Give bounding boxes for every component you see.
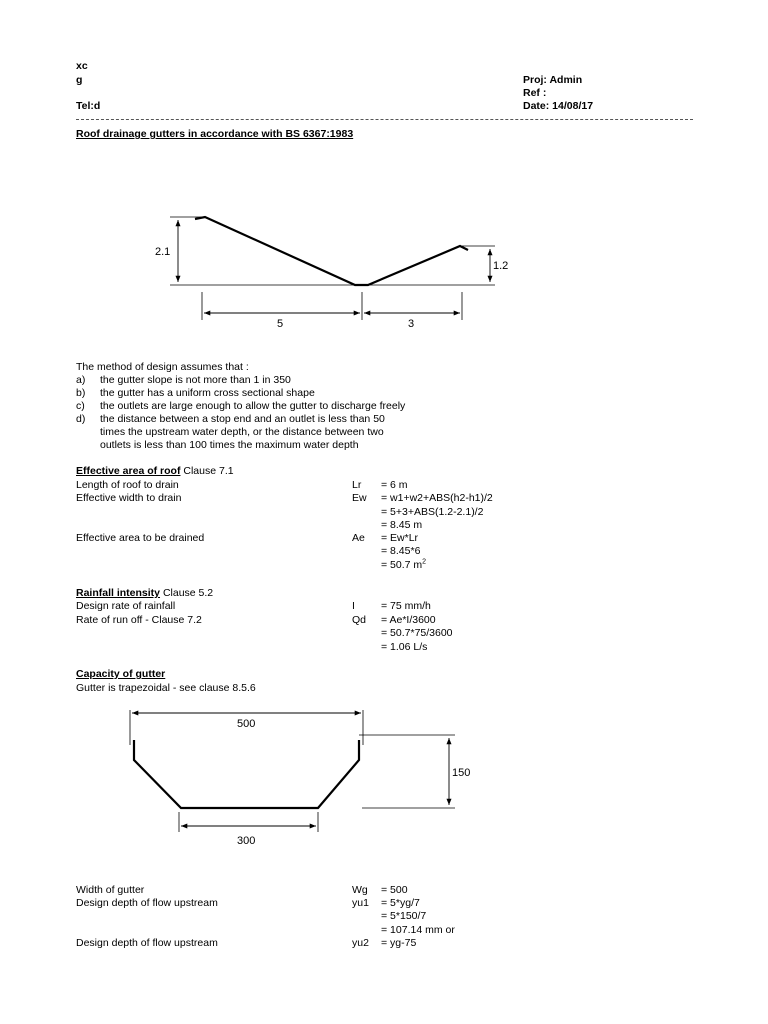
assumptions-intro: The method of design assumes that :	[76, 361, 249, 373]
calc-label: Effective area to be drained	[76, 532, 205, 544]
calc-value: = 8.45*6	[381, 545, 421, 557]
calc-value: = w1+w2+ABS(h2-h1)/2	[381, 492, 493, 504]
roof-diagram	[155, 217, 508, 330]
calc-value: = Ew*Lr	[381, 532, 419, 544]
effective-area-heading-row	[76, 465, 234, 478]
assumption-text: the distance between a stop end and an outlet is less than 50	[100, 413, 385, 425]
top-width-label: 500	[237, 718, 256, 730]
calc-value: = 5+3+ABS(1.2-2.1)/2	[381, 506, 484, 518]
gutter-diagram	[130, 710, 470, 847]
assumption-text: the gutter has a uniform cross sectional shape	[100, 387, 315, 399]
calc-value: = 8.45 m	[381, 519, 423, 531]
calc-value: = 75 mm/h	[381, 600, 431, 612]
calc-value: = 50.7*75/3600	[381, 627, 453, 639]
calc-symbol: Ew	[352, 492, 367, 504]
calc-symbol: Lr	[352, 479, 362, 491]
reference: Ref :	[523, 87, 547, 99]
calc-value: = 107.14 mm or	[381, 924, 455, 936]
depth-label: 150	[452, 767, 471, 779]
company-tel: Tel:d	[76, 100, 101, 112]
rainfall-heading-row	[76, 587, 213, 600]
calc-value: = 50.7 m	[381, 559, 423, 571]
calc-symbol: yu2	[352, 937, 369, 949]
assumption-marker: c)	[76, 400, 85, 412]
calc-value: = 1.06 L/s	[381, 641, 428, 653]
company-name: xc	[76, 60, 88, 72]
calc-value: = 500	[381, 884, 408, 896]
calc-value: = Ae*I/3600	[381, 614, 436, 626]
company-address: g	[76, 74, 83, 86]
calc-label: Design rate of rainfall	[76, 600, 176, 612]
calc-label: Length of roof to drain	[76, 479, 179, 491]
clause-ref: Clause 7.1	[183, 465, 234, 477]
right-height-label: 1.2	[493, 260, 509, 272]
calc-value-area	[381, 559, 426, 572]
left-width-label: 5	[277, 318, 284, 330]
calc-symbol: I	[352, 600, 355, 612]
capacity-note: Gutter is trapezoidal - see clause 8.5.6	[76, 682, 256, 694]
calc-label: Width of gutter	[76, 884, 145, 896]
clause-ref: Clause 5.2	[162, 587, 214, 599]
assumption-continuation: times the upstream water depth, or the distance between two	[100, 426, 384, 438]
right-width-label: 3	[408, 318, 415, 330]
assumption-marker: b)	[76, 387, 86, 399]
gutter-profile	[134, 740, 359, 808]
assumption-continuation: outlets is less than 100 times the maximum water depth	[100, 439, 359, 451]
calc-value: = yg-75	[381, 937, 417, 949]
assumption-marker: a)	[76, 374, 86, 386]
project-name: Proj: Admin	[523, 74, 583, 86]
calc-value: = 6 m	[381, 479, 408, 491]
left-height-label: 2.1	[155, 246, 171, 258]
roof-profile	[195, 217, 468, 285]
assumption-text: the outlets are large enough to allow the gutter to discharge freely	[100, 400, 406, 412]
calc-label: Effective width to drain	[76, 492, 182, 504]
calc-value: = 5*150/7	[381, 910, 427, 922]
assumption-marker: d)	[76, 413, 86, 425]
date: Date: 14/08/17	[523, 100, 594, 112]
section-heading: Rainfall intensity	[76, 587, 161, 599]
calc-label: Design depth of flow upstream	[76, 937, 218, 949]
unit-superscript: 2	[422, 558, 427, 566]
assumption-text: the gutter slope is not more than 1 in 350	[100, 374, 291, 386]
bottom-width-label: 300	[237, 835, 256, 847]
page-title: Roof drainage gutters in accordance with BS 6367:1983	[76, 128, 354, 140]
calc-label: Rate of run off - Clause 7.2	[76, 614, 202, 626]
calc-symbol: Wg	[352, 884, 368, 896]
calc-value: = 5*yg/7	[381, 897, 420, 909]
calc-label: Design depth of flow upstream	[76, 897, 218, 909]
section-heading: Capacity of gutter	[76, 668, 166, 680]
calc-symbol: Ae	[352, 532, 365, 544]
section-heading: Effective area of roof	[76, 465, 181, 477]
calc-symbol: yu1	[352, 897, 369, 909]
calc-symbol: Qd	[352, 614, 367, 626]
